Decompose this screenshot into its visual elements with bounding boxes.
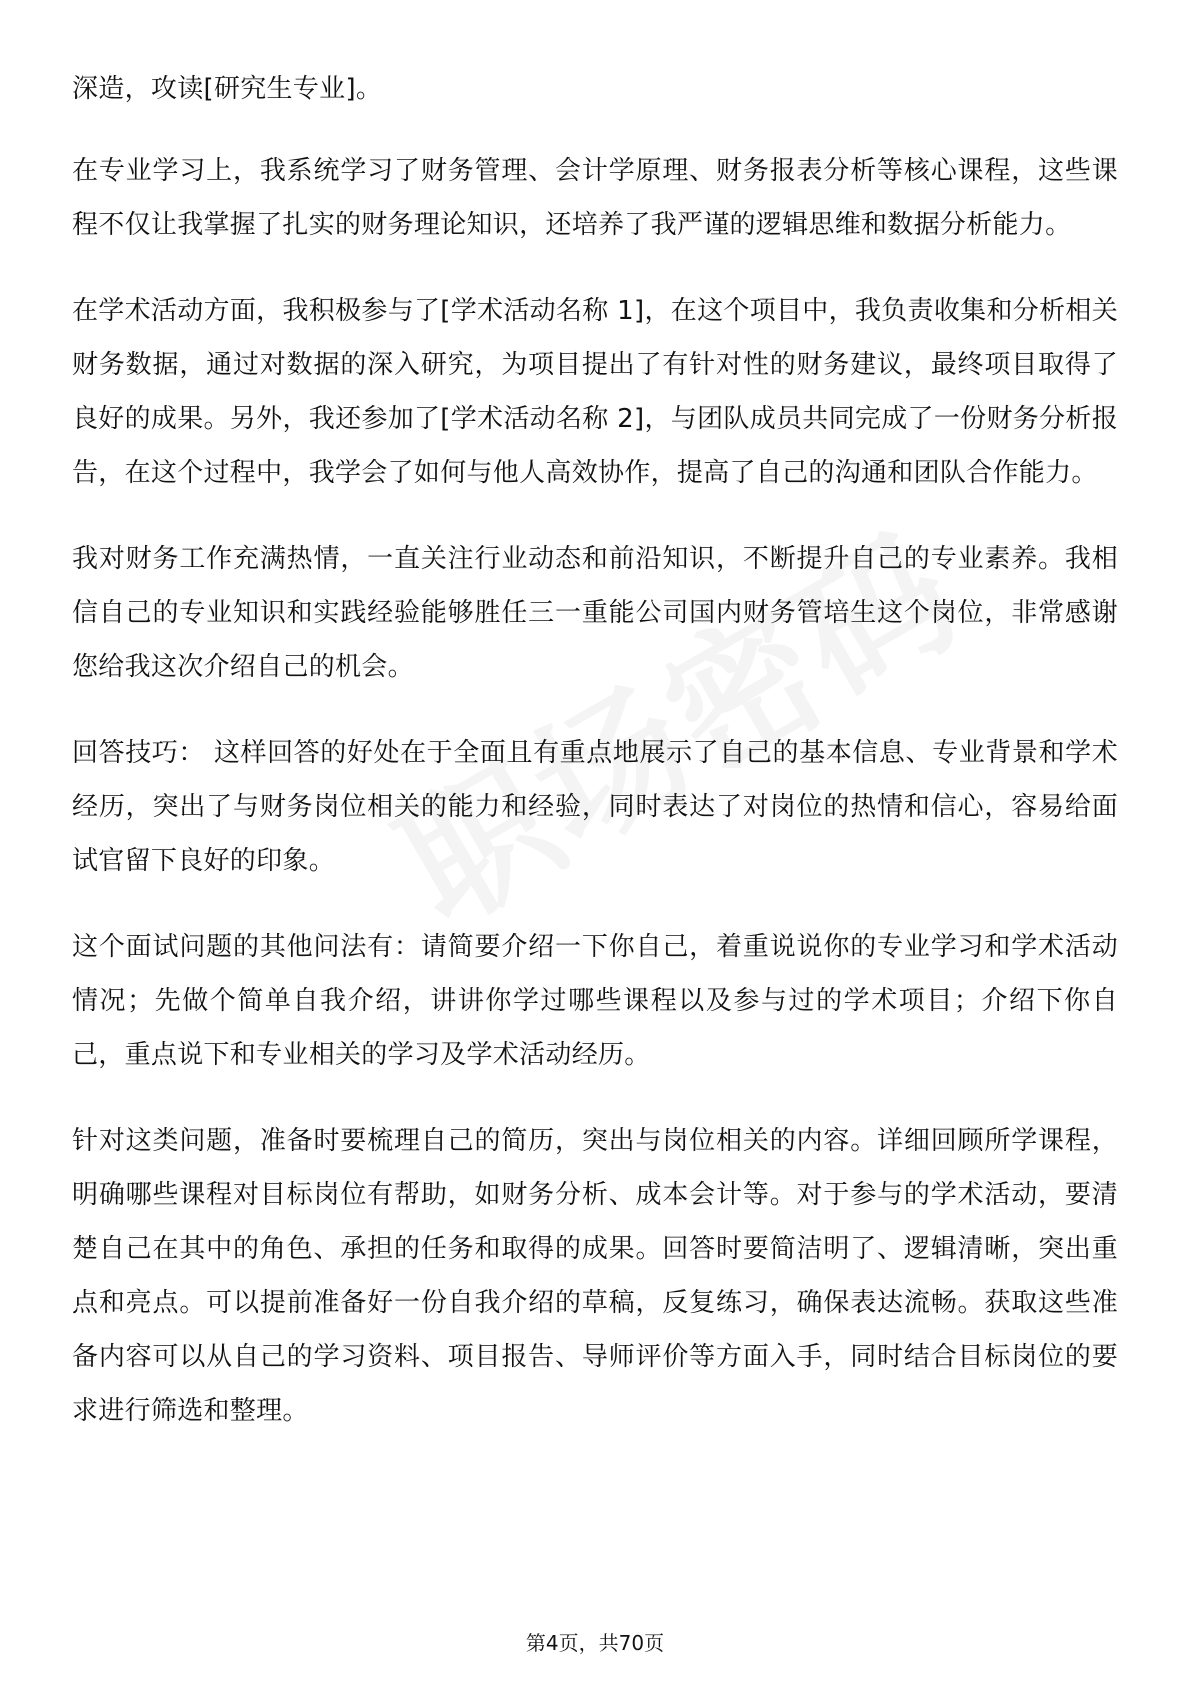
paragraph-preparation-advice: 针对这类问题，准备时要梳理自己的简历，突出与岗位相关的内容。详细回顾所学课程，明确哪些课程对目标岗位有帮助，如财务分析、成本会计等。对于参与的学术活动，要清楚自己在其中的角色、承担的任务和取得的成果。回答时要简洁明了、逻辑清晰，突出重点和亮点。可以提前准备好一份自我介绍的草稿，反复练习，确保表达流畅。获取这些准备内容可以从自己的学习资料、项目报告、导师评价等方面入手，同时结合目标岗位的要求进行筛选和整理。 [72,1126,1118,1426]
paragraph-alternative-questions: 这个面试问题的其他问法有：请简要介绍一下你自己，着重说说你的专业学习和学术活动情况；先做个简单自我介绍，讲讲你学过哪些课程以及参与过的学术项目；介绍下你自己，重点说下和专业相关的学习及学术活动经历。 [72,932,1118,1070]
paragraph-passion: 我对财务工作充满热情，一直关注行业动态和前沿知识，不断提升自己的专业素养。我相信自己的专业知识和实践经验能够胜任三一重能公司国内财务管培生这个岗位，非常感谢您给我这次介绍自己的机会。 [72,544,1118,682]
page-number: 第4页，共70页 [525,1631,665,1655]
paragraph-answer-tips: 回答技巧： 这样回答的好处在于全面且有重点地展示了自己的基本信息、专业背景和学术经历，突出了与财务岗位相关的能力和经验，同时表达了对岗位的热情和信心，容易给面试官留下良好的印象。 [72,738,1118,876]
paragraph-professional-study: 在专业学习上，我系统学习了财务管理、会计学原理、财务报表分析等核心课程，这些课程不仅让我掌握了扎实的财务理论知识，还培养了我严谨的逻辑思维和数据分析能力。 [72,156,1118,240]
paragraph-academic-activities: 在学术活动方面，我积极参与了[学术活动名称 1]，在这个项目中，我负责收集和分析相关财务数据，通过对数据的深入研究，为项目提出了有针对性的财务建议，最终项目取得了良好的成果。另外，我还参加了[学术活动名称 2]，与团队成员共同完成了一份财务分析报告，在这个过程中，我学会了如何与他人高效协作，提高了自己的沟通和团队合作能力。 [72,296,1118,488]
document-body [72,62,1118,1470]
paragraph-continuation: 深造，攻读[研究生专业]。 [72,74,383,104]
